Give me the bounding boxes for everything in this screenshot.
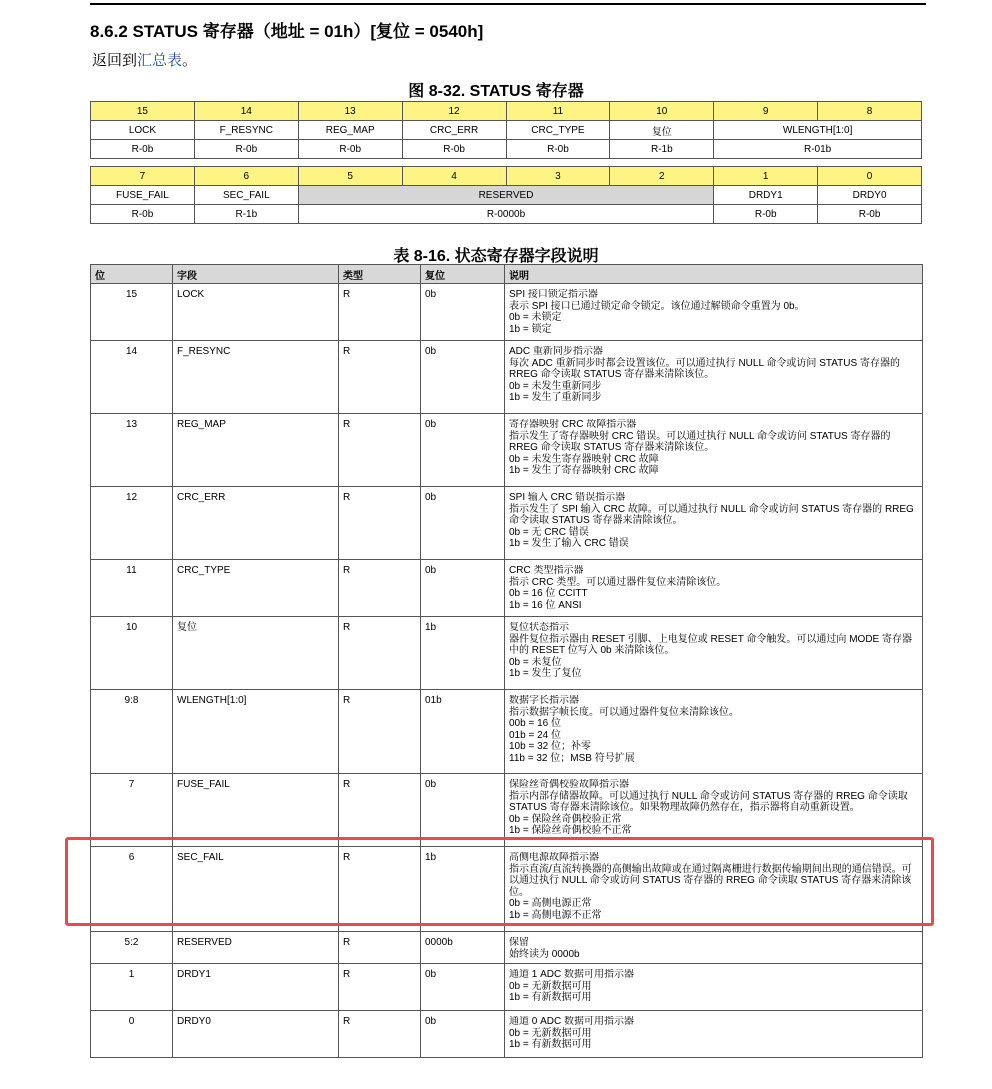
type-cell: R [339,932,421,964]
bit-number: 3 [506,167,610,186]
access-reset-row [91,205,922,224]
access-reset: R-0b [91,205,195,224]
description-line: 01b = 24 位 [509,729,561,741]
access-reset: R-0b [91,140,195,159]
description-cell [505,932,923,964]
access-reset: R-1b [194,205,298,224]
reset-cell: 0b [421,560,505,617]
description-line: 0b = 未锁定 [509,312,562,324]
field-cell: F_RESYNC [173,341,339,414]
reset-cell: 0000b [421,932,505,964]
field-name-row [91,186,922,205]
field-cell: LOCK [173,284,339,341]
bit-number: 1 [714,167,818,186]
register-field: WLENGTH[1:0] [714,121,922,140]
description-line: 10b = 32 位；补零 [509,741,591,753]
bit-number: 7 [91,167,195,186]
reset-cell: 01b [421,690,505,774]
field-cell: REG_MAP [173,414,339,487]
top-rule [90,3,926,5]
column-header: 位 [91,265,173,284]
field-cell: WLENGTH[1:0] [173,690,339,774]
description-line: 0b = 未发生重新同步 [509,380,602,392]
type-cell: R [339,487,421,560]
description-line: 中的 RESET 位写入 0b 来清除该位。 [509,645,675,657]
description-line: 1b = 锁定 [509,323,552,335]
column-header: 类型 [339,265,421,284]
section-title: 8.6.2 STATUS 寄存器（地址 = 01h）[复位 = 0540h] [90,22,484,41]
bit-number: 10 [610,102,714,121]
bit-number: 0 [818,167,922,186]
description-line: 1b = 发生了重新同步 [509,392,602,404]
table-row [91,341,923,414]
bit-number: 5 [298,167,402,186]
description-line: 位。 [509,886,529,898]
register-field: LOCK [91,121,195,140]
description-line: 0b = 无 CRC 错误 [509,526,589,538]
description-line: 1b = 发生了寄存器映射 CRC 故障 [509,465,659,477]
figure-title: 图 8-32. STATUS 寄存器 [408,83,584,100]
description-line: 0b = 16 位 CCITT [509,588,588,600]
field-cell: CRC_TYPE [173,560,339,617]
register-field: 复位 [610,121,714,140]
bit-cell: 9:8 [91,690,173,774]
access-reset: R-0b [818,205,922,224]
field-description-table [90,264,923,1058]
type-cell: R [339,964,421,1011]
bit-number: 2 [610,167,714,186]
table-row [91,487,923,560]
bit-cell: 0 [91,1011,173,1058]
description-line: RREG 命令读取 STATUS 寄存器来清除该位。 [509,369,715,381]
description-cell [505,617,923,690]
description-line: 0b = 高侧电源正常 [509,898,592,910]
type-cell: R [339,847,421,932]
description-line: 数据字长指示器 [509,695,579,706]
description-line: 寄存器映射 CRC 故障指示器 [509,419,637,430]
access-reset: R-0b [298,140,402,159]
description-line: 指示直流/直流转换器的高侧输出故障或在通过隔离栅进行数据传输期间出现的通信错误。可 [509,863,912,875]
reset-cell: 0b [421,341,505,414]
description-line: 命令读取 STATUS 寄存器来清除该位。 [509,515,683,527]
description-line: 1b = 保险丝奇偶校验不正常 [509,825,632,837]
field-cell: SEC_FAIL [173,847,339,932]
access-reset: R-0b [506,140,610,159]
description-line: 0b = 未复位 [509,656,562,668]
table-header-row [91,265,923,284]
bit-cell: 10 [91,617,173,690]
bit-number: 6 [194,167,298,186]
description-cell [505,560,923,617]
description-line: 表示 SPI 接口已通过锁定命令锁定。该位通过解锁命令重置为 0b。 [509,300,805,312]
table-row [91,617,923,690]
description-line: 1b = 16 位 ANSI [509,599,582,611]
type-cell: R [339,1011,421,1058]
description-cell [505,964,923,1011]
bit-number: 15 [91,102,195,121]
register-field: FUSE_FAIL [91,186,195,205]
reset-cell: 0b [421,284,505,341]
description-line: 保险丝奇偶校验故障指示器 [509,779,629,790]
description-line: 高侧电源故障指示器 [509,852,599,863]
table-row [91,284,923,341]
description-line: CRC 类型指示器 [509,565,584,576]
description-line: RREG 命令读取 STATUS 寄存器来清除该位。 [509,442,715,454]
description-line: 1b = 有新数据可用 [509,992,592,1004]
description-line: 指示数据字帧长度。可以通过器件复位来清除该位。 [509,706,739,718]
reset-cell: 1b [421,617,505,690]
type-cell: R [339,617,421,690]
back-to-summary [92,49,197,70]
description-line: 0b = 保险丝奇偶校验正常 [509,813,622,825]
table-row [91,932,923,964]
description-cell [505,487,923,560]
type-cell: R [339,284,421,341]
reset-cell: 0b [421,414,505,487]
description-cell [505,690,923,774]
description-line: 0b = 未发生寄存器映射 CRC 故障 [509,453,659,465]
bit-cell: 13 [91,414,173,487]
access-reset: R-1b [610,140,714,159]
description-line: 指示内部存储器故障。可以通过执行 NULL 命令或访问 STATUS 寄存器的 RREG 命令读取 [509,790,908,802]
bit-cell: 5:2 [91,932,173,964]
table-row [91,690,923,774]
reset-cell: 0b [421,774,505,847]
description-line: 通道 0 ADC 数据可用指示器 [509,1016,635,1027]
bit-number-row [91,102,922,121]
bit-cell: 1 [91,964,173,1011]
back-prefix: 返回到 [92,51,138,69]
description-line: SPI 输入 CRC 错误指示器 [509,492,626,503]
bit-number-row [91,167,922,186]
description-line: SPI 接口锁定指示器 [509,289,598,300]
bit-cell: 15 [91,284,173,341]
bit-cell: 12 [91,487,173,560]
description-cell [505,1011,923,1058]
type-cell: R [339,414,421,487]
description-line: 指示发生了 SPI 输入 CRC 故障。可以通过执行 NULL 命令或访问 STATUS 寄存器的 RREG [509,503,914,515]
access-reset: R-0b [714,205,818,224]
access-reset: R-0000b [298,205,714,224]
register-field: RESERVED [298,186,714,205]
bit-number: 4 [402,167,506,186]
reset-cell: 0b [421,487,505,560]
field-cell: DRDY0 [173,1011,339,1058]
column-header: 字段 [173,265,339,284]
access-reset: R-0b [194,140,298,159]
column-header: 说明 [505,265,923,284]
access-reset: R-0b [402,140,506,159]
field-cell: DRDY1 [173,964,339,1011]
bit-cell: 14 [91,341,173,414]
description-line: 0b = 无新数据可用 [509,980,592,992]
bit-number: 8 [818,102,922,121]
table-row [91,774,923,847]
description-line: 1b = 发生了复位 [509,668,582,680]
bit-cell: 6 [91,847,173,932]
field-name-row [91,121,922,140]
bit-number: 9 [714,102,818,121]
description-cell [505,774,923,847]
description-line: 1b = 发生了输入 CRC 错误 [509,538,629,550]
description-line: 保留 [509,937,529,948]
summary-table-link[interactable]: 汇总表 [137,51,183,69]
type-cell: R [339,774,421,847]
description-cell [505,414,923,487]
table-row [91,560,923,617]
description-line: 指示 CRC 类型。可以通过器件复位来清除该位。 [509,576,727,588]
access-reset: R-01b [714,140,922,159]
bit-number: 14 [194,102,298,121]
register-map-low-byte [90,166,922,224]
register-field: SEC_FAIL [194,186,298,205]
bit-number: 12 [402,102,506,121]
description-line: ADC 重新同步指示器 [509,346,603,357]
reset-cell: 1b [421,847,505,932]
description-line: 始终读为 0000b [509,948,580,960]
description-line: 通道 1 ADC 数据可用指示器 [509,969,635,980]
type-cell: R [339,341,421,414]
description-line: 每次 ADC 重新同步时都会设置该位。可以通过执行 NULL 命令或访问 STATUS 寄存器的 [509,357,900,369]
table-title: 表 8-16. 状态寄存器字段说明 [393,248,599,265]
back-suffix: 。 [182,51,198,69]
table-row [91,964,923,1011]
bit-number: 11 [506,102,610,121]
bit-number: 13 [298,102,402,121]
description-line: 器件复位指示器由 RESET 引脚、上电复位或 RESET 命令触发。可以通过向 MODE 寄存器 [509,633,912,645]
reset-cell: 0b [421,1011,505,1058]
table-row [91,414,923,487]
register-field: CRC_TYPE [506,121,610,140]
description-line: 1b = 有新数据可用 [509,1039,592,1051]
description-line: 11b = 32 位；MSB 符号扩展 [509,752,635,764]
register-field: CRC_ERR [402,121,506,140]
description-line: 00b = 16 位 [509,718,561,730]
table-row [91,1011,923,1058]
description-cell [505,284,923,341]
type-cell: R [339,690,421,774]
description-line: 指示发生了寄存器映射 CRC 错误。可以通过执行 NULL 命令或访问 STATUS 寄存器的 [509,430,891,442]
field-cell: RESERVED [173,932,339,964]
description-line: 复位状态指示 [509,622,569,633]
description-line: 0b = 无新数据可用 [509,1027,592,1039]
register-field: F_RESYNC [194,121,298,140]
column-header: 复位 [421,265,505,284]
description-line: 1b = 高侧电源不正常 [509,909,602,921]
access-reset-row [91,140,922,159]
highlight-box [65,837,934,926]
type-cell: R [339,560,421,617]
bit-cell: 7 [91,774,173,847]
description-cell [505,341,923,414]
register-field: REG_MAP [298,121,402,140]
field-cell: 复位 [173,617,339,690]
register-field: DRDY0 [818,186,922,205]
register-field: DRDY1 [714,186,818,205]
field-cell: FUSE_FAIL [173,774,339,847]
reset-cell: 0b [421,964,505,1011]
description-line: 以通过执行 NULL 命令或访问 STATUS 寄存器的 RREG 命令读取 STATUS 寄存器来清除该 [509,875,912,887]
field-cell: CRC_ERR [173,487,339,560]
description-line: STATUS 寄存器来清除该位。如果物理故障仍然存在，指示器将自动重新设置。 [509,802,860,814]
bit-cell: 11 [91,560,173,617]
register-map-high-byte [90,101,922,159]
